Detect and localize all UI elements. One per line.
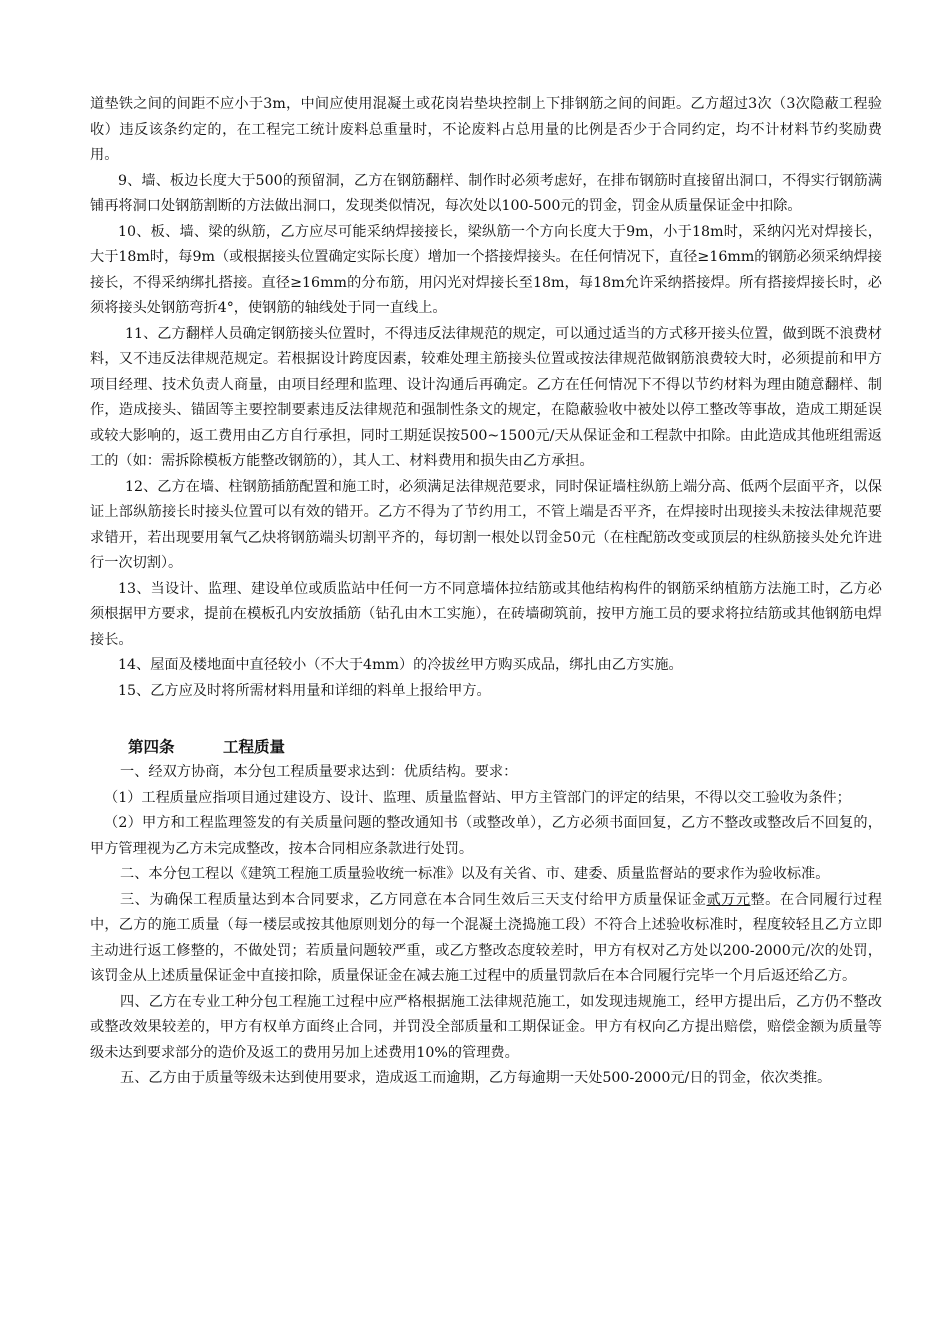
quality-clause-4: 四、乙方在专业工种分包工程施工过程中应严格根据施工法律规范施工，如发现违规施工，经甲方提出后，乙方仍不整改或整改效果较差的，甲方有权单方面终止合同，并罚没全部质量和工期保证金。甲方有权向乙方提出赔偿，赔偿金额为质量等级未达到要求部分的造价及返工的费用另加上述费用10%的管理费。: [90, 993, 882, 1061]
clause-14: 14、屋面及楼地面中直径较小（不大于4mm）的冷拔丝甲方购买成品，绑扎由乙方实施。: [118, 657, 683, 673]
deposit-amount: 贰万元: [706, 891, 751, 908]
section-heading: [90, 734, 882, 760]
clause-15: 15、乙方应及时将所需材料用量和详细的料单上报给甲方。: [118, 682, 491, 699]
clause-13: 13、当设计、监理、建设单位或质监站中任何一方不同意墙体拉结筋或其他结构构件的钢筋采纳植筋方法施工时，乙方必须根据甲方要求，提前在模板孔内安放插筋（钻孔由木工实施），在砖墙砌筑前，按甲方施工员的要求将拉结筋或其他钢筋电焊接长。: [90, 580, 882, 648]
quality-clause-1: 一、经双方协商，本分包工程质量要求达到：优质结构。要求：: [120, 764, 518, 780]
section-title: 工程质量: [223, 738, 286, 756]
clause-3-text-after: 整。在合同履行过程中，乙方的施工质量（每一楼层或按其他原则划分的每一个混凝土浇捣施工段）不符合上述验收标准时，程度较轻且乙方立即主动进行返工修整的，不做处罚；若质量问题较严重，或乙方整改态度较差时，甲方有权对乙方处以200-2000元/次的处罚，该罚金从上述质量保证金中直接扣除，质量保证金在减去施工过程中的质量罚款后在本合同履行完毕一个月后返还给乙方。: [90, 891, 882, 984]
section-number: 第四条: [128, 738, 175, 756]
clause-3-text-before: 三、为确保工程质量达到本合同要求，乙方同意在本合同生效后三天支付给甲方质量保证金: [120, 891, 707, 908]
quality-clause-1-item-1: （1）工程质量应指项目通过建设方、设计、监理、质量监督站、甲方主管部门的评定的结果，不得以交工验收为条件；: [104, 789, 851, 806]
paragraph-continuation: 道垫铁之间的间距不应小于3m，中间应使用混凝土或花岗岩垫块控制上下排钢筋之间的间距。乙方超过3次（3次隐蔽工程验收）违反该条约定的，在工程完工统计废料总重量时，不论废料占总用量的比例是否少于合同约定，均不计材料节约奖励费用。: [90, 96, 882, 163]
clause-11: 11、乙方翻样人员确定钢筋接头位置时，不得违反法律规范的规定，可以通过适当的方式移开接头位置，做到既不浪费材料，又不违反法律规范规定。若根据设计跨度因素，较难处理主筋接头位置或按法律规范做钢筋浪费较大时，必须提前和甲方项目经理、技术负责人商量，由项目经理和监理、设计沟通后再确定。乙方在任何情况下不得以节约材料为理由随意翻样、制作，造成接头、锚固等主要控制要素违反法律规范和强制性条文的规定，在隐蔽验收中被处以停工整改等事故，造成工期延误或较大影响的，返工费用由乙方自行承担，同时工期延误按500~1500元/天从保证金和工程款中扣除。由此造成其他班组需返工的（如：需拆除模板方能整改钢筋的），其人工、材料费用和损失由乙方承担。: [90, 325, 882, 469]
quality-clause-5: 五、乙方由于质量等级未达到使用要求，造成返工而逾期，乙方每逾期一天处500-2000元/日的罚金，依次类推。: [120, 1070, 832, 1086]
document-body: [90, 92, 882, 1092]
clause-12: 12、乙方在墙、柱钢筋插筋配置和施工时，必须满足法律规范要求，同时保证墙柱纵筋上端分高、低两个层面平齐，以保证上部纵筋接长时接头位置可以有效的错开。乙方不得为了节约用工，不管上端是否平齐，在焊接时出现接头未按法律规范要求错开，若出现要用氧气乙炔将钢筋端头切割平齐的，每切割一根处以罚金50元（在柱配筋改变或顶层的柱纵筋接头处允许进行一次切割）。: [90, 478, 882, 571]
quality-clause-3: [90, 888, 882, 990]
quality-clause-1-item-2: （2）甲方和工程监理签发的有关质量问题的整改通知书（或整改单），乙方必须书面回复，乙方不整改或整改后不回复的，甲方管理视为乙方未完成整改，按本合同相应条款进行处罚。: [90, 815, 882, 857]
clause-9: 9、墙、板边长度大于500的预留洞，乙方在钢筋翻样、制作时必须考虑好，在排布钢筋时直接留出洞口，不得实行钢筋满铺再将洞口处钢筋割断的方法做出洞口，发现类似情况，每次处以100-500元的罚金，罚金从质量保证金中扣除。: [90, 172, 882, 214]
quality-clause-2: 二、本分包工程以《建筑工程施工质量验收统一标准》以及有关省、市、建委、质量监督站的要求作为验收标准。: [120, 866, 830, 882]
clause-10: 10、板、墙、梁的纵筋，乙方应尽可能采纳焊接接长，梁纵筋一个方向长度大于9m，小于18m时，采纳闪光对焊接长，大于18m时，每9m（或根据接头位置确定实际长度）增加一个搭接焊接头。在任何情况下，直径≥16mm的钢筋必须采纳焊接接长，不得采纳绑扎搭接。直径≥16mm的分布筋，用闪光对焊接长至18m，每18m允许采纳搭接焊。所有搭接焊接长时，必须将接头处钢筋弯折4°，使钢筋的轴线处于同一直线上。: [90, 223, 882, 316]
